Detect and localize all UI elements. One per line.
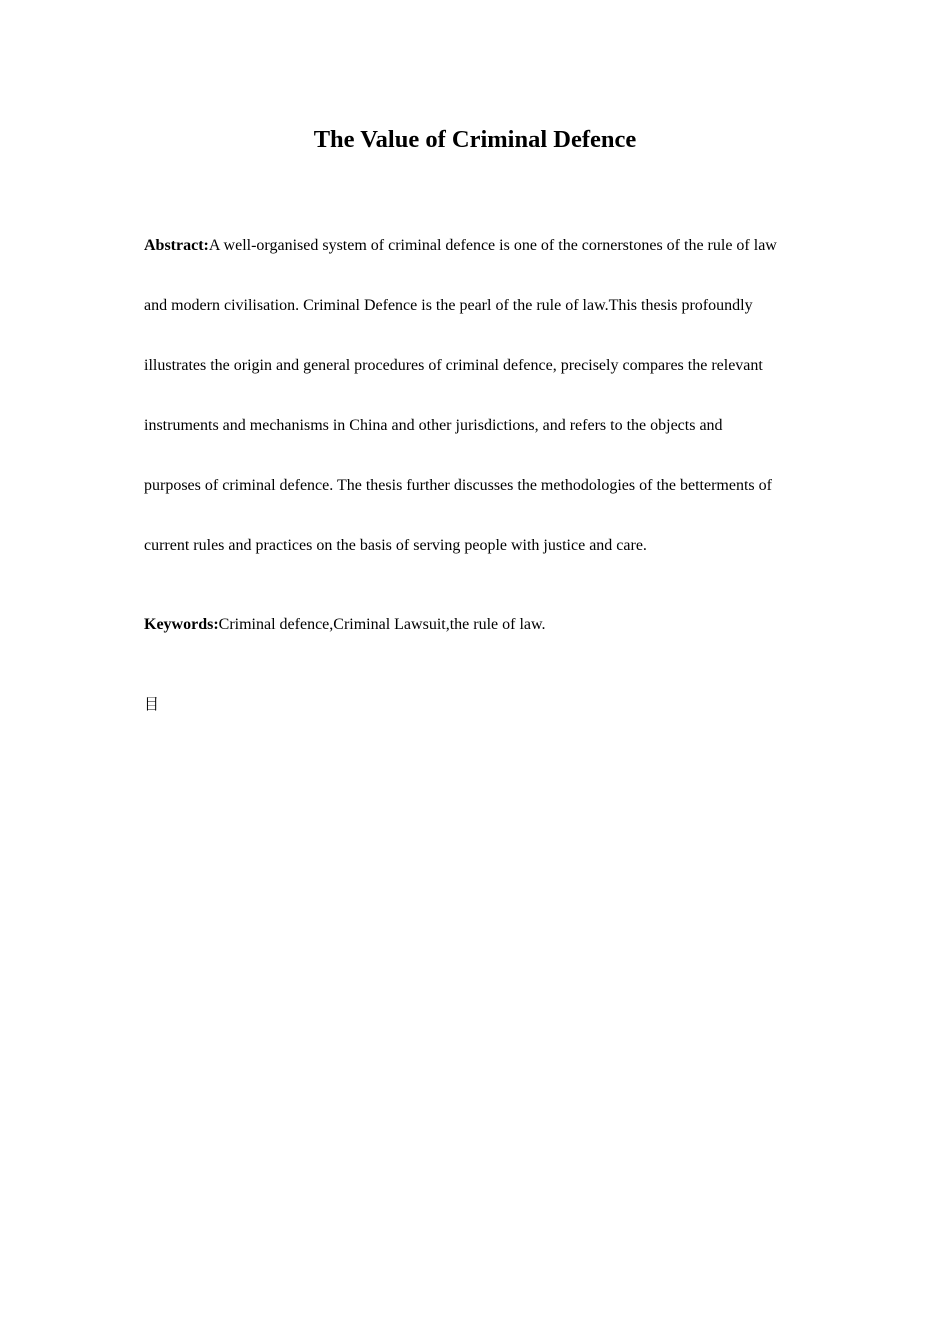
abstract-line — [144, 536, 824, 556]
abstract-line — [144, 356, 824, 376]
abstract-text: instruments and mechanisms in China and other jurisdictions, and refers to the objects and — [144, 417, 723, 434]
abstract-text: and modern civilisation. Criminal Defence is the pearl of the rule of law.This thesis profoundly — [144, 297, 753, 314]
abstract-line — [144, 296, 824, 316]
abstract-text: illustrates the origin and general procedures of criminal defence, precisely compares the relevant — [144, 357, 763, 374]
abstract-line — [144, 476, 824, 496]
abstract-line — [144, 236, 824, 256]
abstract-text: purposes of criminal defence. The thesis further discusses the methodologies of the betterments of — [144, 477, 772, 494]
keywords-label: Keywords: — [144, 616, 219, 633]
keywords-text: Criminal defence,Criminal Lawsuit,the rule of law. — [218, 616, 546, 633]
abstract-text: A well-organised system of criminal defence is one of the cornerstones of the rule of law — [208, 237, 777, 254]
abstract-label: Abstract: — [144, 237, 209, 254]
toc-heading: 目 — [144, 695, 160, 713]
abstract-line — [144, 416, 824, 436]
document-title: The Value of Criminal Defence — [313, 126, 637, 153]
abstract-text: current rules and practices on the basis of serving people with justice and care. — [144, 537, 647, 554]
keywords-section — [144, 615, 546, 635]
